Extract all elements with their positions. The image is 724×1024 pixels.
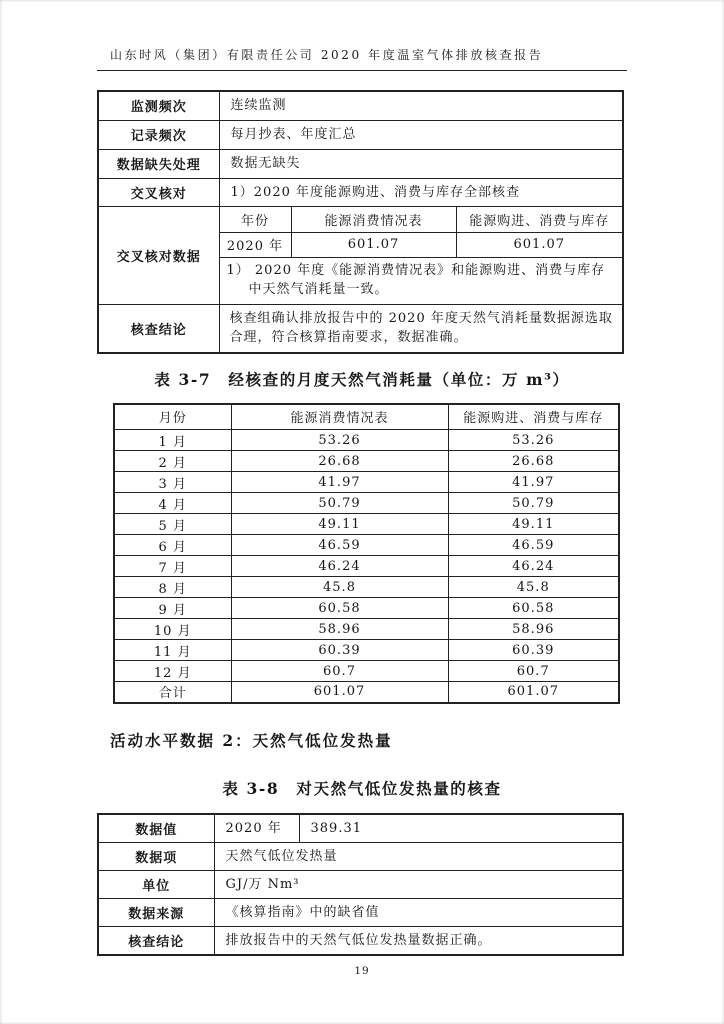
cell-month: 6 月	[114, 535, 231, 556]
table-row	[114, 556, 619, 577]
row-label: 记录频次	[98, 120, 219, 149]
table-3-7-caption: 表 3-7 经核查的月度天然气消耗量（单位：万 m³）	[154, 369, 570, 389]
table-3-8-caption: 表 3-8 对天然气低位发热量的核查	[222, 778, 502, 798]
heating-value-verification-table	[97, 813, 624, 956]
inner-col-header-purchase: 能源购进、消费与库存	[456, 206, 623, 232]
section-heading-activity-data-2: 活动水平数据 2：天然气低位发热量	[110, 730, 393, 750]
table-row	[114, 514, 619, 535]
inner-col-header-year: 年份	[219, 206, 291, 232]
row-label: 监测频次	[98, 91, 219, 120]
report-header-title: 山东时风（集团）有限责任公司 2020 年度温室气体排放核查报告	[97, 46, 627, 71]
table-row	[114, 535, 619, 556]
cell-month: 4 月	[114, 493, 231, 514]
cell-year: 2020 年	[219, 232, 291, 257]
cell-value: 45.8	[448, 577, 619, 598]
cross-check-header-row	[98, 206, 623, 232]
row-value: GJ/万 Nm³	[214, 870, 623, 898]
row-label: 交叉核对数据	[98, 206, 219, 304]
cell-value: 41.97	[231, 472, 448, 493]
cell-value: 46.59	[448, 535, 619, 556]
cell-month: 12 月	[114, 661, 231, 682]
col-header-consumption: 能源消费情况表	[231, 404, 448, 430]
table-row	[114, 430, 619, 451]
cell-value: 41.97	[448, 472, 619, 493]
cell-total-label: 合计	[114, 682, 231, 703]
page-number: 19	[354, 964, 370, 977]
cell-value: 60.39	[231, 640, 448, 661]
cell-value: 60.39	[448, 640, 619, 661]
cell-value: 45.8	[231, 577, 448, 598]
row-value: 天然气低位发热量	[214, 842, 623, 870]
cell-consumption-value: 601.07	[291, 232, 456, 257]
row-value: 《核算指南》中的缺省值	[214, 898, 623, 926]
table-row	[114, 472, 619, 493]
table-row	[98, 178, 623, 206]
cell-value: 60.58	[448, 598, 619, 619]
cell-value: 58.96	[231, 619, 448, 640]
table-row	[98, 149, 623, 178]
inner-col-header-consumption: 能源消费情况表	[291, 206, 456, 232]
verification-detail-table	[97, 90, 624, 354]
row-value: 每月抄表、年度汇总	[219, 120, 623, 149]
cell-month: 5 月	[114, 514, 231, 535]
cell-month: 2 月	[114, 451, 231, 472]
cell-total-value: 601.07	[231, 682, 448, 703]
table-row	[98, 898, 623, 926]
col-header-month: 月份	[114, 404, 231, 430]
cell-value: 26.68	[231, 451, 448, 472]
cell-month: 10 月	[114, 619, 231, 640]
table-row	[98, 842, 623, 870]
row-value: 数据无缺失	[219, 149, 623, 178]
table-row	[114, 619, 619, 640]
table-row	[114, 640, 619, 661]
cell-value: 58.96	[448, 619, 619, 640]
cross-check-note: 1） 2020 年度《能源消费情况表》和能源购进、消费与库存中天然气消耗量一致。	[219, 257, 623, 304]
cell-year: 2020 年	[214, 814, 299, 843]
row-label: 数据缺失处理	[98, 149, 219, 178]
conclusion-row	[98, 926, 623, 955]
cell-value: 46.24	[231, 556, 448, 577]
row-value: 1）2020 年度能源购进、消费与库存全部核查	[219, 178, 623, 206]
cell-value: 53.26	[448, 430, 619, 451]
row-label: 数据项	[98, 842, 214, 870]
cell-value: 60.7	[448, 661, 619, 682]
row-label: 交叉核对	[98, 178, 219, 206]
table-row	[114, 493, 619, 514]
row-label: 核查结论	[98, 304, 219, 353]
table-row	[98, 120, 623, 149]
conclusion-row	[98, 304, 623, 353]
table-row	[114, 577, 619, 598]
cell-month: 11 月	[114, 640, 231, 661]
cell-value: 53.26	[231, 430, 448, 451]
row-label: 单位	[98, 870, 214, 898]
cell-value: 60.7	[231, 661, 448, 682]
cell-value: 60.58	[231, 598, 448, 619]
cell-heating-value: 389.31	[299, 814, 623, 843]
row-label: 核查结论	[98, 926, 214, 955]
cell-value: 49.11	[231, 514, 448, 535]
cell-value: 46.59	[231, 535, 448, 556]
total-row	[114, 682, 619, 703]
cell-month: 7 月	[114, 556, 231, 577]
cell-value: 46.24	[448, 556, 619, 577]
cell-total-value: 601.07	[448, 682, 619, 703]
row-label: 数据值	[98, 814, 214, 843]
table-row	[98, 91, 623, 120]
cell-value: 50.79	[448, 493, 619, 514]
cell-value: 50.79	[231, 493, 448, 514]
row-label: 数据来源	[98, 898, 214, 926]
table-row	[114, 598, 619, 619]
col-header-purchase: 能源购进、消费与库存	[448, 404, 619, 430]
column-header-row	[114, 404, 619, 430]
cell-month: 3 月	[114, 472, 231, 493]
cell-value: 49.11	[448, 514, 619, 535]
table-row	[114, 451, 619, 472]
cell-purchase-value: 601.07	[456, 232, 623, 257]
monthly-gas-consumption-table	[113, 403, 620, 704]
cell-value: 26.68	[448, 451, 619, 472]
cell-month: 9 月	[114, 598, 231, 619]
table-row	[114, 661, 619, 682]
cell-month: 1 月	[114, 430, 231, 451]
conclusion-text: 核查组确认排放报告中的 2020 年度天然气消耗量数据源选取合理，符合核算指南要求，数据准确。	[219, 304, 623, 353]
cell-month: 8 月	[114, 577, 231, 598]
row-value: 连续监测	[219, 91, 623, 120]
data-value-row	[98, 814, 623, 843]
table-row	[98, 870, 623, 898]
conclusion-text: 排放报告中的天然气低位发热量数据正确。	[214, 926, 623, 955]
